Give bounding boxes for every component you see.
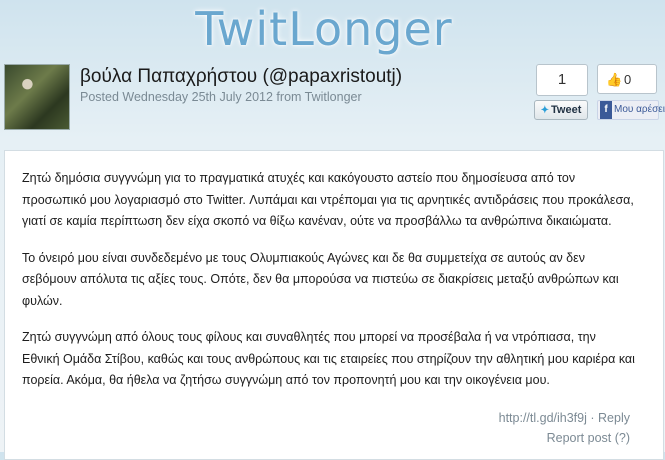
twitlonger-logo[interactable]: TwitLonger [195,2,453,56]
like-button[interactable] [597,100,665,120]
author-name[interactable]: βούλα Παπαχρήστου (@papaxristoutj) [80,66,403,87]
tweet-label: Tweet [551,104,582,116]
post-paragraph: Ζητώ δημόσια συγγνώμη για το πραγματικά ατυχές και κακόγουστο αστείο που δημοσίευσα από τον προσωπικό μου λογαριασμό στο Twitter. Λυπάμαι και ντρέπομαι για τις αρνητικές αντιδράσεις που προκάλεσα, γιατί σε καμία περίπτωση δεν είχα σκοπό να θίξω κανέναν, ούτε να προσβάλλω τα ανθρώπινα δικαιώματα. [22,171,634,228]
post-timestamp: Posted Wednesday 25th July 2012 from Twitlonger [80,90,362,104]
post-paragraph: Το όνειρό μου είναι συνδεδεμένο με τους Ολυμπιακούς Αγώνες και δε θα συμμετείχα σε αυτούς αν δεν σεβόμουν απόλυτα τις αξίες τους. Οπότε, δεν θα μπορούσα να πιστεύω σε διακρίσεις μεταξύ ανθρώπων και φυλών. [22,250,619,308]
short-link[interactable]: http://tl.gd/ih3f9j [498,411,587,425]
twitter-bird-icon: ✦ [540,105,550,116]
facebook-icon: f [600,101,612,119]
tweet-count: 1 [536,64,588,96]
tweet-button[interactable] [534,100,588,120]
post-body [22,168,636,407]
separator: · [590,411,595,425]
like-label: Μου αρέσει [614,104,665,115]
post-links [499,411,630,425]
reply-link[interactable]: Reply [598,411,630,425]
like-count: 👍 0 [597,64,657,94]
thumbs-up-icon: 👍 [606,72,623,87]
avatar[interactable] [4,64,70,130]
post-paragraph: Ζητώ συγγνώμη από όλους τους φίλους και συναθλητές που μπορεί να προσέβαλα ή να ντρόπιασα, την Εθνική Ομάδα Στίβου, καθώς και τους ανθρώπους και τις εταιρείες που στηρίζουν την αθλητική μου καριέρα και πορεία. Ακόμα, θα ήθελα να ζητήσω συγγνώμη από τον προπονητή μου και την οικογένεια μου. [22,330,635,387]
report-post-link[interactable]: Report post (?) [546,431,630,445]
